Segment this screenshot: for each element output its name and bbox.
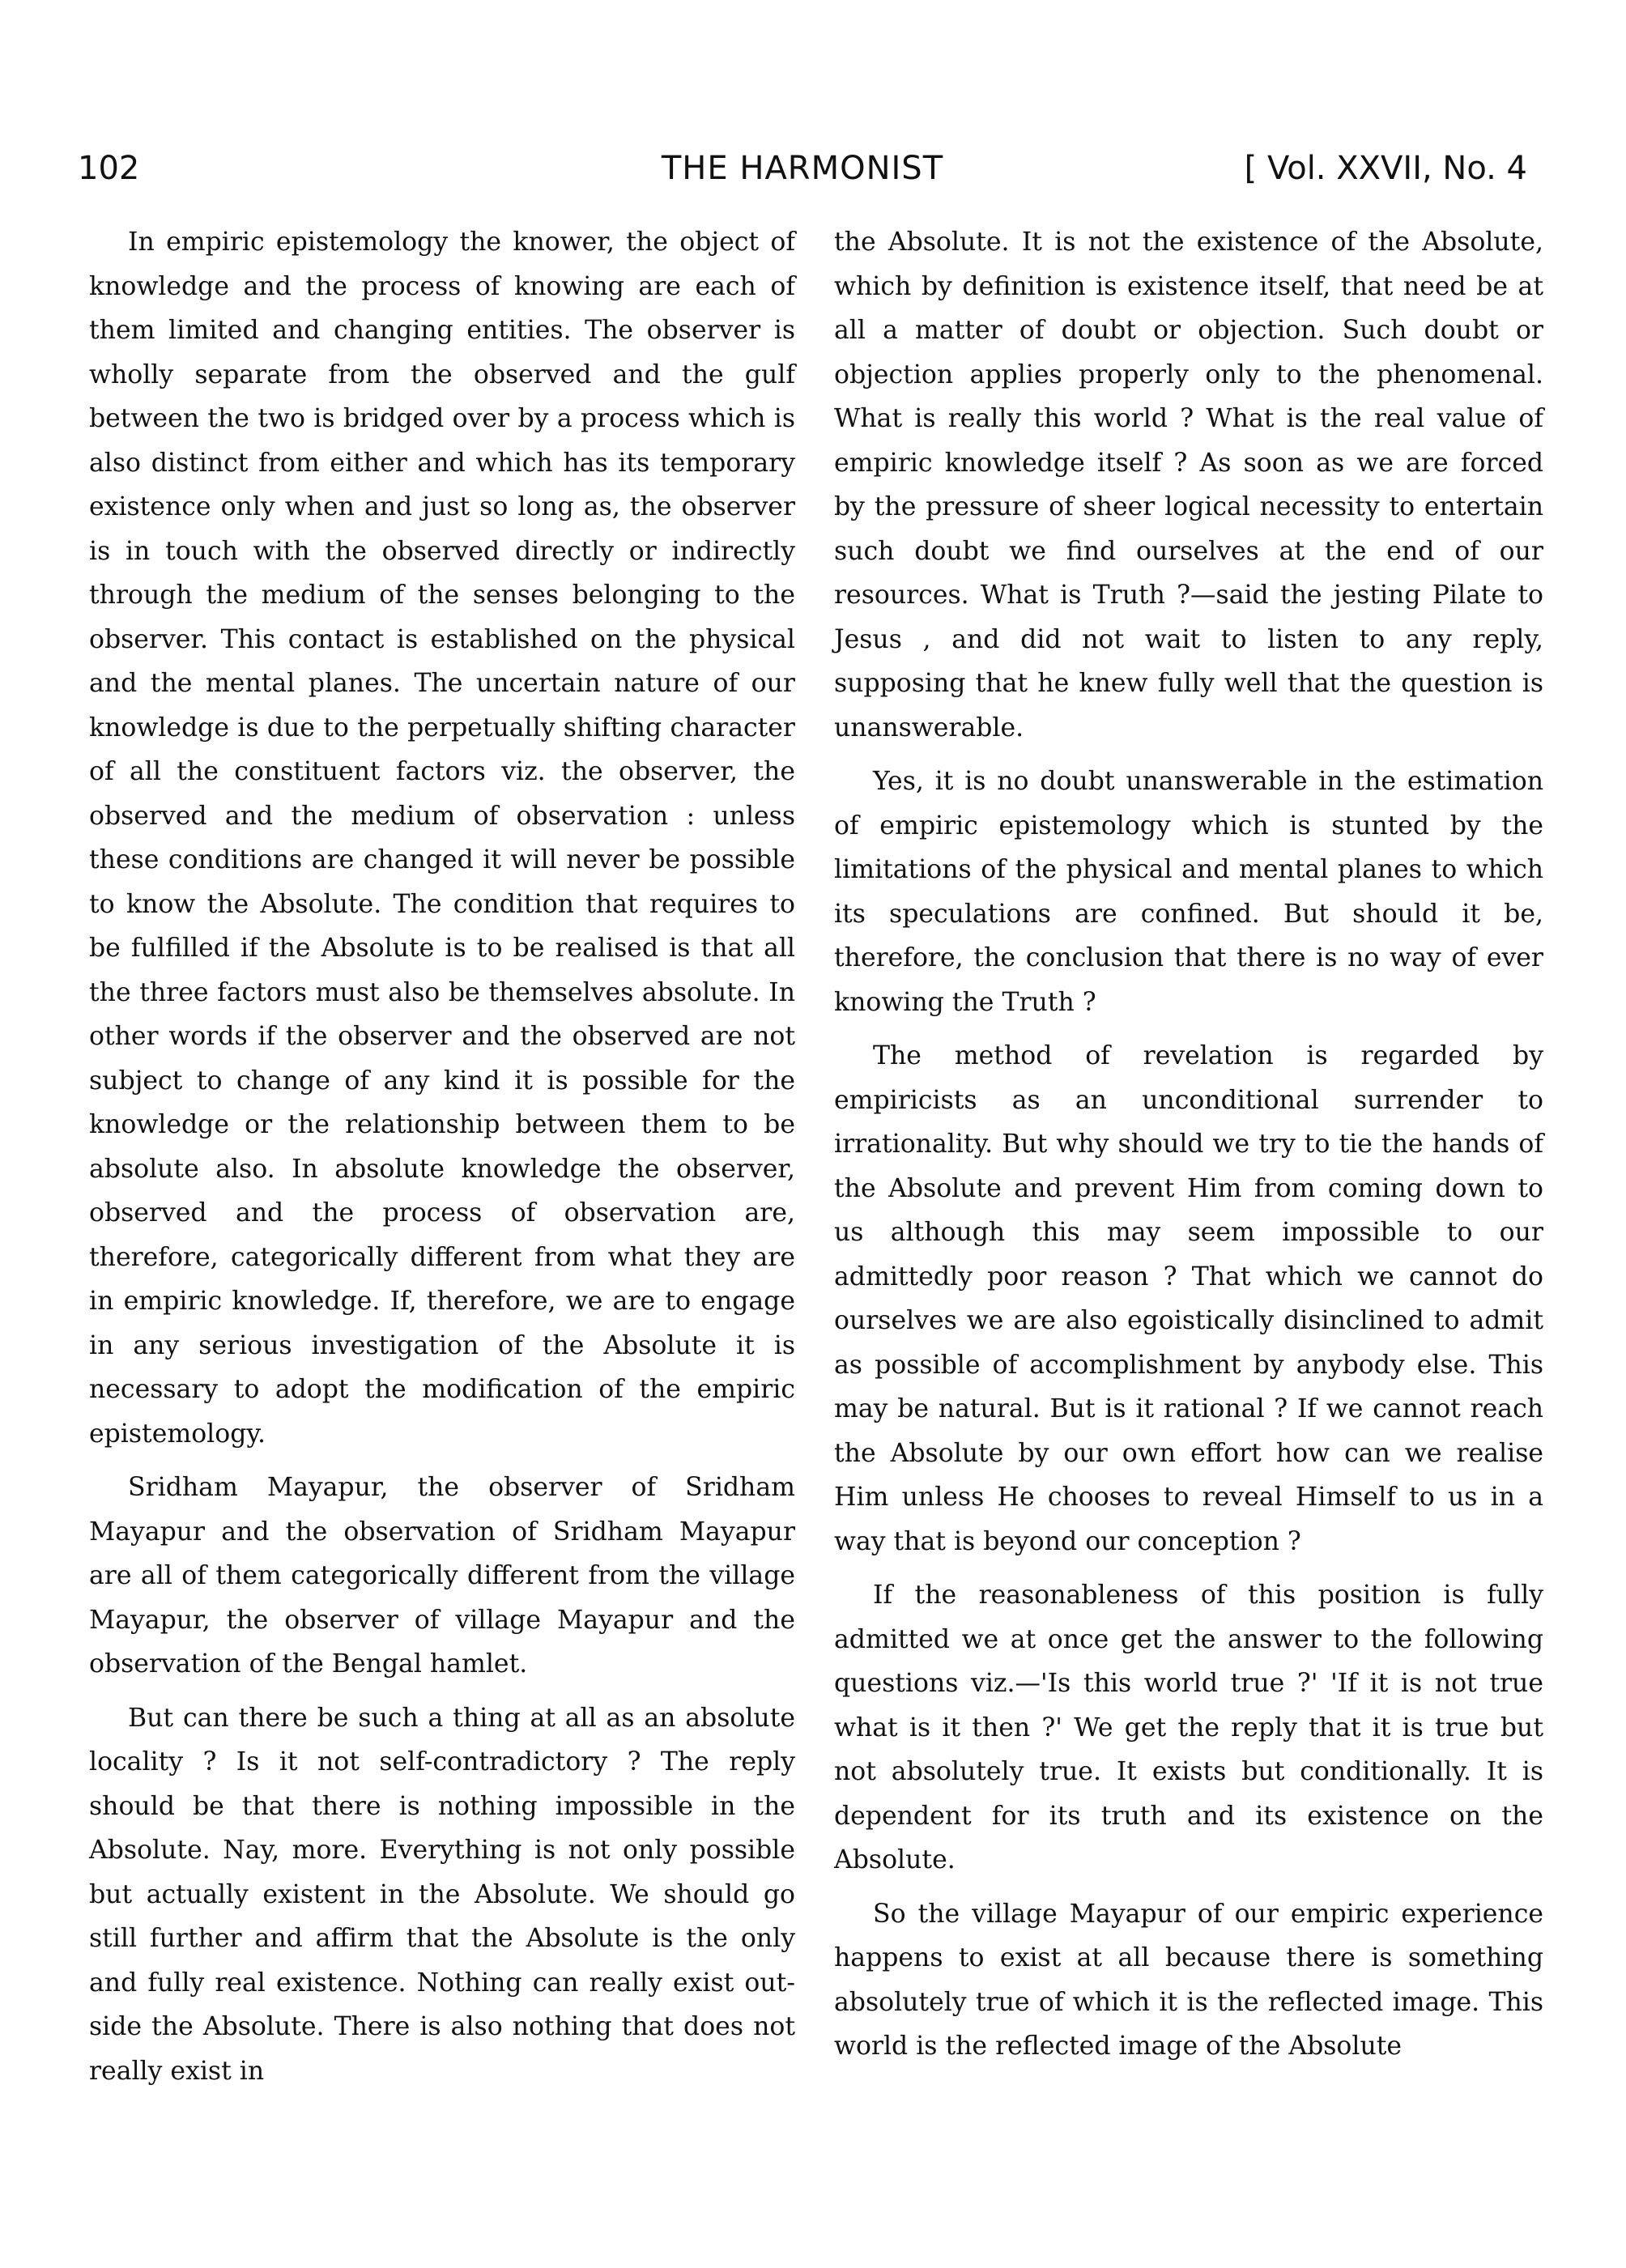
paragraph: The method of revelation is regarded by empiricists as an unconditional surrender to irrationality. But why should we try to tie the hands of the Absolute and prevent Him from coming down to us although this may seem impossible to our admittedly poor reason ? That which we cannot do ourselves we are also egoistically disinclined to admit as possible of accomplishment by anybody else. This may be natural. But is it rational ? If we cannot reach the Absolute by our own effort how can we realise Him unless He chooses to reveal Himself to us in a way that is beyond our conception ? bbox=[834, 1041, 1543, 1556]
page-number: 102 bbox=[78, 150, 140, 187]
page-header bbox=[78, 144, 1527, 193]
paragraph: Sridham Mayapur, the observer of Sridham Mayapur and the observation of Sridham Mayapur are all of them categorically different from the village Mayapur, the observer of village Mayapur and the observation of the Bengal hamlet. bbox=[89, 1473, 795, 1679]
paragraph: If the reasonableness of this position is fully admitted we at once get the answer to the following questions viz.—'Is this world true ?' 'If it is not true what is it then ?' We get the reply that it is true but not absolutely true. It exists but conditionally. It is dependent for its truth and its existence on the Absolute. bbox=[834, 1581, 1543, 1874]
issue-info: [ Vol. XXVII, No. 4 bbox=[1244, 150, 1527, 187]
journal-title: THE HARMONIST bbox=[661, 150, 944, 187]
paragraph: Yes, it is no doubt unanswerable in the estimation of empiric epistemology which is stunted by the limitations of the physical and mental planes to which its speculations are confined. But should it be, therefore, the conclusion that there is no way of ever knowing the Truth ? bbox=[834, 767, 1543, 1017]
right-column bbox=[834, 220, 1543, 2069]
paragraph: So the village Mayapur of our empiric experience happens to exist at all because there is something absolutely true of which it is the reflected image. This world is the reflected image of the Absolute bbox=[834, 1899, 1543, 2061]
paragraph: But can there be such a thing at all as an absolute locality ? Is it not self-contradictory ? The reply should be that there is nothing impossible in the Absolute. Nay, more. Everything is not only possible but actually existent in the Absolute. We should go still further and affirm that the Absolute is the only and fully real existence. Nothing can really exist out-side the Absolute. There is also nothing that does not really exist in bbox=[89, 1703, 795, 2086]
paragraph: the Absolute. It is not the existence of the Absolute, which by definition is existence itself, that need be at all a matter of doubt or objection. Such doubt or objection applies properly only to the phenomenal. What is really this world ? What is the real value of empiric knowledge itself ? As soon as we are forced by the pressure of sheer logical necessity to entertain such doubt we find ourselves at the end of our resources. What is Truth ?—said the jesting Pilate to Jesus , and did not wait to listen to any reply, supposing that he knew fully well that the question is unanswerable. bbox=[834, 228, 1543, 743]
paragraph: In empiric epistemology the knower, the object of knowledge and the process of knowing are each of them limited and changing entities. The observer is wholly separate from the observed and the gulf between the two is bridged over by a process which is also distinct from either and which has its temporary existence only when and just so long as, the observer is in touch with the observed directly or indirectly through the medium of the senses belonging to the observer. This contact is established on the physical and the mental planes. The uncertain nature of our knowledge is due to the perpetually shifting character of all the constituent factors viz. the observer, the observed and the medium of observation : unless these conditions are changed it will never be possible to know the Absolute. The condition that requires to be fulfilled if the Absolute is to be realised is that all the three factors must also be themselves absolute. In other words if the observer and the observed are not subject to change of any kind it is possible for the knowledge or the relationship between them to be absolute also. In absolute knowledge the observer, observed and the process of observation are, therefore, categorically different from what they are in empiric knowledge. If, therefore, we are to engage in any serious investigation of the Absolute it is necessary to adopt the modification of the empiric epistemology. bbox=[89, 228, 795, 1449]
left-column bbox=[89, 220, 795, 2093]
